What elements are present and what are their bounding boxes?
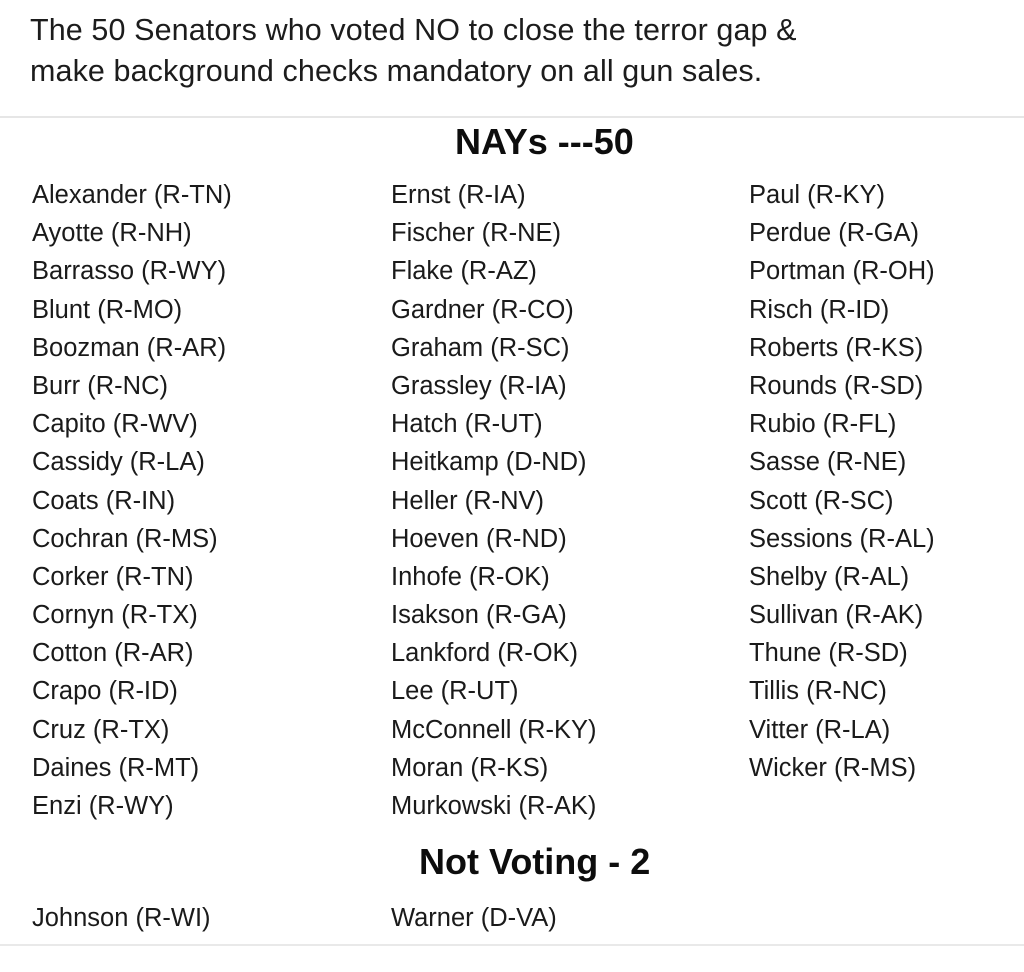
nay-senator: Paul (R-KY) [749,181,886,209]
nay-senator: Scott (R-SC) [749,486,894,515]
nay-senator: Lankford (R-OK) [391,639,579,668]
caption-line-2: make background checks mandatory on all gun sales. [30,54,763,88]
nays-heading: NAYs ---50 [455,121,634,162]
nay-senator: Boozman (R-AR) [32,333,227,362]
nay-senator: Heller (R-NV) [391,486,544,515]
nay-senator: Daines (R-MT) [32,753,200,782]
nay-senator: Perdue (R-GA) [749,219,920,248]
nay-senator: Portman (R-OH) [749,257,935,286]
nays-column-1 [32,176,232,825]
nay-senator: Sasse (R-NE) [749,448,907,477]
nay-senator: Thune (R-SD) [749,639,908,668]
caption-line-1: The 50 Senators who voted NO to close the terror gap & [30,13,797,47]
nay-senator: Fischer (R-NE) [391,219,561,248]
nay-senator: Tillis (R-NC) [749,677,887,706]
nay-senator: Ayotte (R-NH) [32,219,192,248]
nay-senator: Graham (R-SC) [391,333,570,362]
nay-senator: Cruz (R-TX) [32,715,170,744]
nay-senator: Rounds (R-SD) [749,371,924,400]
nay-senator: Murkowski (R-AK) [391,792,597,820]
nay-senator: Hoeven (R-ND) [391,524,567,553]
nays-column-2 [391,176,596,825]
nay-senator: Enzi (R-WY) [32,792,174,820]
nay-senator: Burr (R-NC) [32,371,168,400]
nay-senator: Flake (R-AZ) [391,257,537,286]
nay-senator: Cornyn (R-TX) [32,601,198,630]
nay-senator: Cassidy (R-LA) [32,448,205,477]
nay-senator: Ernst (R-IA) [391,181,526,209]
not-voting-heading: Not Voting - 2 [419,841,651,882]
nay-senator: Risch (R-ID) [749,295,890,324]
nay-senator: Gardner (R-CO) [391,295,574,324]
nay-senator: Blunt (R-MO) [32,295,183,324]
nay-senator: Roberts (R-KS) [749,333,924,362]
nay-senator: Inhofe (R-OK) [391,562,550,591]
image-top-divider [0,116,1024,118]
nay-senator: Cotton (R-AR) [32,639,194,668]
nay-senator: Heitkamp (D-ND) [391,448,587,477]
nay-senator: Rubio (R-FL) [749,410,897,439]
nay-senator: Coats (R-IN) [32,486,176,515]
nay-senator: Sullivan (R-AK) [749,601,924,630]
nays-column-3 [749,176,935,787]
nay-senator: Wicker (R-MS) [749,753,917,782]
nay-senator: Barrasso (R-WY) [32,257,227,286]
not-voting-senator: Johnson (R-WI) [32,904,211,932]
nay-senator: Grassley (R-IA) [391,371,567,400]
nay-senator: McConnell (R-KY) [391,715,597,744]
post-caption [30,10,1010,92]
nay-senator: Moran (R-KS) [391,753,549,782]
not-voting-senator: Warner (D-VA) [391,904,557,932]
nay-senator: Alexander (R-TN) [32,181,232,209]
nay-senator: Vitter (R-LA) [749,715,891,744]
nay-senator: Capito (R-WV) [32,410,198,439]
nay-senator: Sessions (R-AL) [749,524,935,553]
nay-senator: Crapo (R-ID) [32,677,178,706]
nay-senator: Cochran (R-MS) [32,524,218,553]
nay-senator: Shelby (R-AL) [749,562,910,591]
nay-senator: Lee (R-UT) [391,677,519,706]
image-bottom-divider [0,944,1024,946]
nay-senator: Hatch (R-UT) [391,410,543,439]
nay-senator: Isakson (R-GA) [391,601,567,630]
nay-senator: Corker (R-TN) [32,562,194,591]
